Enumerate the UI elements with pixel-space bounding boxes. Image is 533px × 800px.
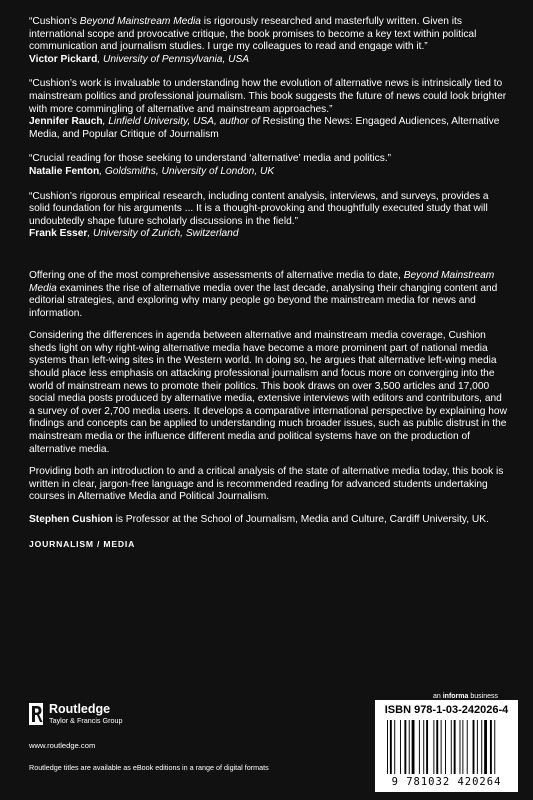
endorser-work: Resisting the News: Engaged Audiences, Alternative Media, and Popular Critique of Journalism bbox=[29, 116, 500, 140]
description-paragraph: Offering one of the most comprehensive assessments of alternative media to date, Beyond Mainstream Media examines the rise of alternative media over the last decade, analysing their changing content and editorial strategies, and exploring why many people go beyond the mainstream media for news and information. bbox=[29, 269, 498, 319]
author-bio: Stephen Cushion is Professor at the School of Journalism, Media and Culture, Cardiff University, UK. bbox=[29, 514, 489, 525]
endorser-name: Jennifer Rauch bbox=[29, 116, 103, 128]
endorsement bbox=[29, 153, 509, 178]
endorser-affiliation: , Linfield University, USA, author of bbox=[102, 116, 263, 128]
description-paragraph: Considering the differences in agenda between alternative and mainstream media coverage, Cushion sheds light on why right-wing alternative media have become a more prominent part of national media systems than left-wing sites in the Western world. In doing so, he argues that alternative left-wing media should place less emphasis on attacking professional journalism and focus more on converging into the world of mainstream news to promote their politics. This book draws on over 3,500 articles and 17,000 social media posts produced by alternative media, extensive interviews with editors and contributors, and a survey of over 2,700 media users. It develops a comparative international perspective by explaining how findings and concepts can be applied to understanding much broader issues, such as public distrust in the mainstream media or the influence different media and political systems have on the production of alternative media. bbox=[29, 330, 507, 455]
isbn-label: ISBN 978-1-03-242026-4 bbox=[384, 704, 509, 716]
publisher-name: Routledge bbox=[49, 702, 111, 716]
endorsement-attribution bbox=[29, 228, 509, 241]
publisher-group: Taylor & Francis Group bbox=[49, 716, 123, 725]
endorsement bbox=[29, 78, 509, 141]
description-paragraph: Providing both an introduction to and a critical analysis of the state of alternative media today, this book is written in clear, jargon-free language and is recommended reading for advanced students undertaking courses in Alternative Media and Political Journalism. bbox=[29, 466, 504, 503]
book-title: Beyond Mainstream Media bbox=[79, 16, 201, 27]
back-cover-text bbox=[29, 16, 509, 549]
endorsement bbox=[29, 16, 509, 66]
endorser-affiliation: , University of Pennsylvania, USA bbox=[97, 53, 250, 65]
endorser-affiliation: , Goldsmiths, University of London, UK bbox=[99, 165, 275, 177]
endorser-affiliation: , University of Zurich, Switzerland bbox=[87, 228, 239, 240]
book-title: Beyond Mainstream Media bbox=[29, 269, 495, 294]
endorsement-attribution bbox=[29, 54, 509, 67]
publisher-logo bbox=[29, 703, 123, 725]
endorser-name: Frank Esser bbox=[29, 228, 88, 240]
publisher-url[interactable]: www.routledge.com bbox=[29, 741, 96, 750]
ebook-note: Routledge titles are available as eBook editions in a range of digital formats bbox=[29, 763, 269, 772]
endorsement-attribution bbox=[29, 116, 509, 141]
endorser-name: Natalie Fenton bbox=[29, 165, 100, 177]
endorsement-attribution bbox=[29, 166, 509, 179]
routledge-logo-icon bbox=[29, 703, 43, 725]
barcode-icon bbox=[385, 720, 509, 774]
endorsement-quote: “Cushion’s rigorous empirical research, including content analysis, interviews, and surveys, provides a solid foundation for his arguments ... It is a thought-provoking and thoughtfully executed study that will undoubtedly shape future scholarly discussions in the field.” bbox=[29, 190, 489, 227]
endorsement bbox=[29, 191, 509, 241]
endorsement-quote: “Cushion’s work is invaluable to understanding how the evolution of alternative news is intrinsically tied to mainstream politics and professional journalism. This book suggests the future of news could look brighter with more commingling of alternative and mainstream approaches.” bbox=[29, 78, 507, 115]
barcode-digits: 9 781032 420264 bbox=[391, 776, 502, 788]
endorser-name: Victor Pickard bbox=[29, 53, 98, 65]
endorsement-quote: “Cushion’s Beyond Mainstream Media is rigorously researched and masterfully written. Given its international scope and provocative critique, the book promises to become a key text within political communication and journalism studies. I urge my colleagues to read and engage with it.” bbox=[29, 16, 477, 53]
endorsement-quote: “Crucial reading for those seeking to understand ‘alternative’ media and politics.” bbox=[29, 153, 392, 165]
author-name: Stephen Cushion bbox=[29, 514, 113, 525]
subject-category: JOURNALISM / MEDIA bbox=[29, 538, 136, 549]
isbn-barcode bbox=[375, 700, 518, 792]
informa-business-mark: an informa business bbox=[433, 693, 498, 700]
